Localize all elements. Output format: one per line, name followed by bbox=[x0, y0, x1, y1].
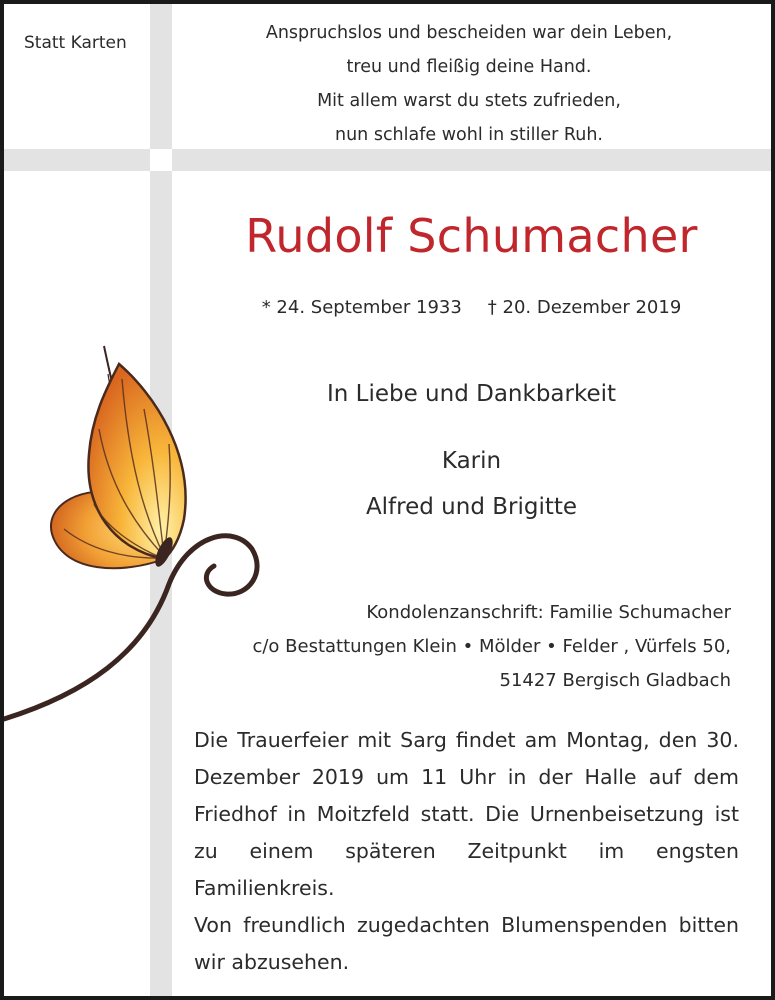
poem-line: Mit allem warst du stets zufrieden, bbox=[317, 91, 621, 111]
death-date: † 20. Dezember 2019 bbox=[487, 297, 682, 318]
cross-center bbox=[150, 149, 172, 171]
poem-line: treu und fleißig deine Hand. bbox=[346, 57, 592, 77]
mourners-names bbox=[194, 438, 749, 530]
flowers-paragraph: Von freundlich zugedachten Blumenspenden bitten wir abzusehen. bbox=[194, 913, 739, 974]
address-line: 51427 Bergisch Gladbach bbox=[499, 670, 731, 691]
life-dates bbox=[194, 297, 749, 318]
mourner-name: Karin bbox=[441, 448, 502, 474]
butterfly-icon bbox=[4, 334, 264, 734]
poem-line: nun schlafe wohl in stiller Ruh. bbox=[334, 125, 603, 145]
address-line: c/o Bestattungen Klein • Mölder • Felder , Vürfels 50, bbox=[252, 636, 731, 657]
mourner-name: Alfred und Brigitte bbox=[365, 494, 578, 520]
deceased-name: Rudolf Schumacher bbox=[245, 209, 698, 263]
address-line: Kondolenzanschrift: Familie Schumacher bbox=[366, 602, 731, 623]
statt-karten-label: Statt Karten bbox=[24, 33, 127, 53]
ceremony-text bbox=[194, 722, 739, 981]
cross-horizontal-bar bbox=[4, 149, 775, 171]
birth-date: * 24. September 1933 bbox=[261, 297, 462, 318]
poem-line: Anspruchslos und bescheiden war dein Leben, bbox=[265, 23, 673, 43]
ceremony-paragraph: Die Trauerfeier mit Sarg findet am Montag, den 30. Dezember 2019 um 11 Uhr in der Halle auf dem Friedhof in Moitzfeld statt. Die Urnenbeisetzung ist zu einem späteren Zeitpunkt im engsten Familienkreis. bbox=[194, 728, 739, 900]
poem bbox=[194, 16, 744, 152]
mourners-intro: In Liebe und Dankbarkeit bbox=[326, 381, 617, 407]
